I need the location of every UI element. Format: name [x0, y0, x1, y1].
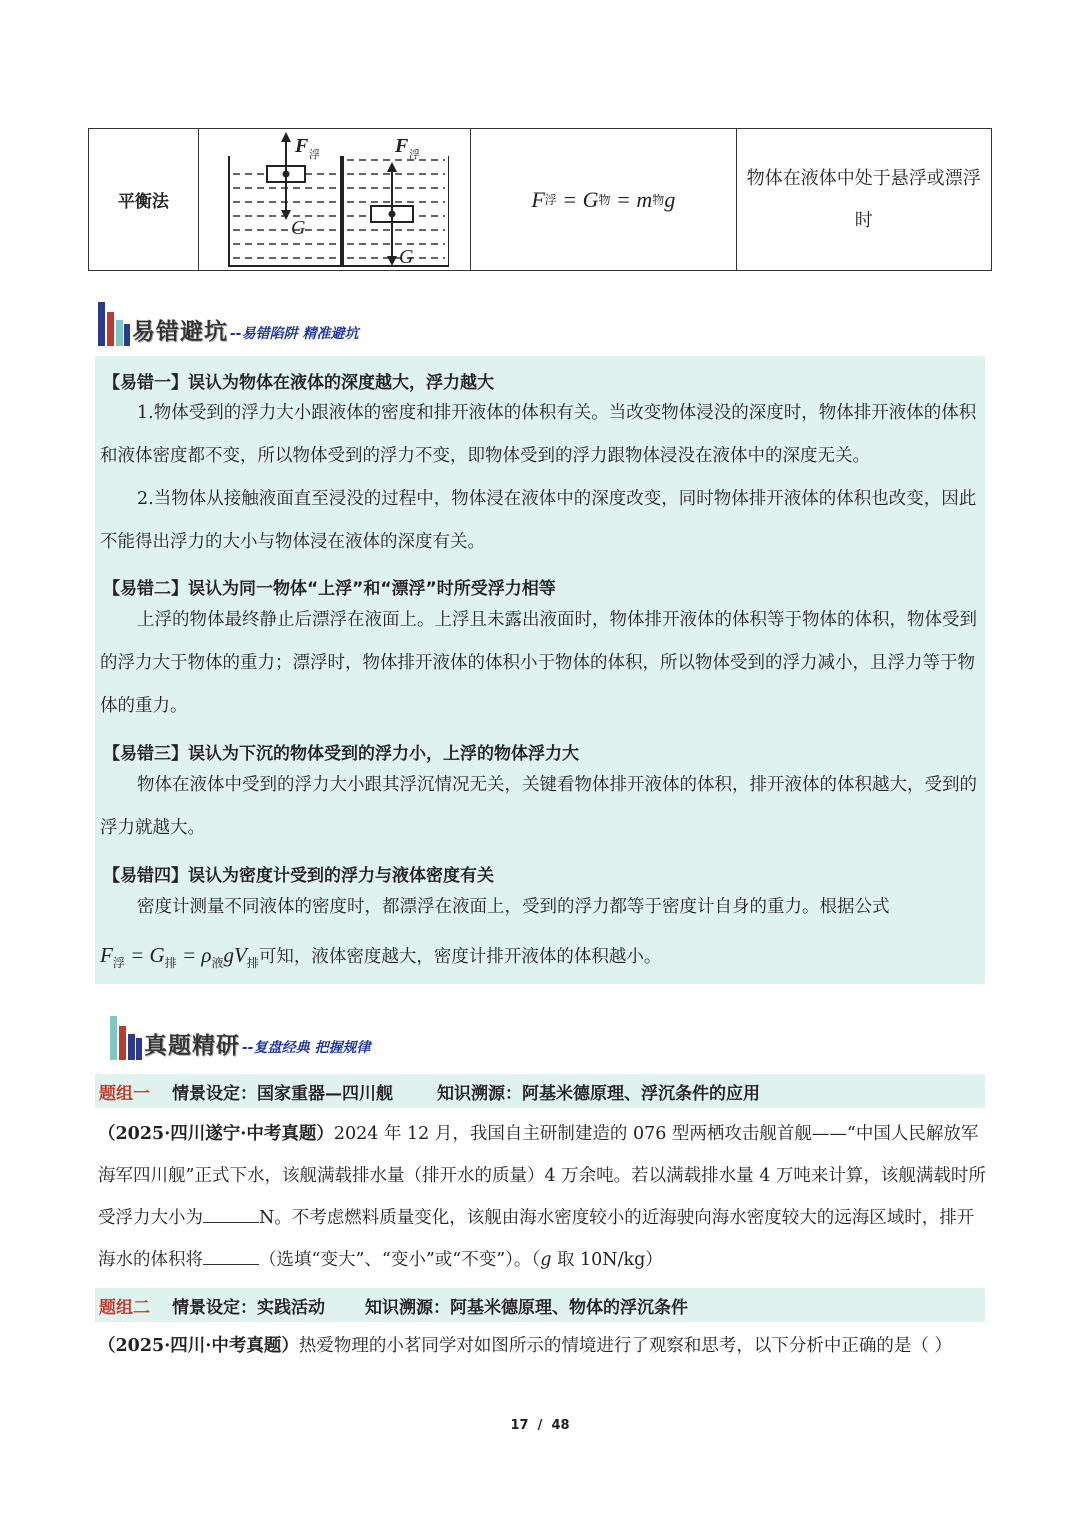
section-subtitle: --复盘经典 把握规律	[242, 1040, 371, 1056]
group-knowledge: 知识溯源：阿基米德原理、物体的浮沉条件	[365, 1297, 688, 1318]
f-label-left: F	[295, 134, 309, 157]
mistake-heading: 【易错二】误认为同一物体“上浮”和“漂浮”时所受浮力相等	[103, 579, 556, 599]
section-header-exams	[108, 1014, 371, 1060]
f-label-right: F	[395, 134, 409, 157]
mistake-paragraph: 上浮的物体最终静止后漂浮在液面上。上浮且未露出液面时，物体排开液体的体积等于物体的体积，物体受到的浮力大于物体的重力；漂浮时，物体排开液体的体积小于物体的体积，所以物体受到的浮力减小，且浮力等于物体的重力。	[100, 610, 977, 716]
books-icon	[96, 300, 132, 346]
question-text: （2025·四川·中考真题）热爱物理的小茗同学对如图所示的情境进行了观察和思考，以下分析中正确的是（ ）	[98, 1336, 952, 1356]
section-title: 易错避坑	[132, 319, 228, 345]
question-source: （2025·四川·中考真题）	[98, 1336, 299, 1356]
books-icon	[108, 1014, 144, 1060]
question-source: （2025·四川遂宁·中考真题）	[98, 1124, 334, 1144]
answer-blank[interactable]	[203, 1204, 259, 1223]
mistake-heading: 【易错三】误认为下沉的物体受到的浮力小，上浮的物体浮力大	[103, 744, 579, 764]
svg-text:浮: 浮	[409, 147, 421, 161]
formula-line: $F_浮 = G_排 = \rho_液gV_排$可知，液体密度越大，密度计排开液体的体积越小。	[100, 943, 662, 971]
method-table	[88, 128, 992, 271]
mistake-paragraph: 密度计测量不同液体的密度时，都漂浮在液面上，受到的浮力都等于密度计自身的重力。根据公式	[137, 897, 890, 917]
buoyancy-diagram	[219, 130, 449, 270]
g-label-left: G	[291, 216, 306, 239]
svg-text:浮: 浮	[309, 147, 321, 161]
diagram-cell	[199, 129, 471, 270]
group-scene: 情景设定：实践活动	[172, 1297, 325, 1318]
section-title: 真题精研	[144, 1033, 240, 1059]
question-group-bar	[95, 1074, 985, 1108]
page-number: 17 / 48	[510, 1418, 570, 1433]
formula-cell: F 浮 = G 物 = m 物 g	[471, 129, 736, 270]
answer-blank[interactable]	[203, 1246, 259, 1265]
question-text: （2025·四川遂宁·中考真题）2024 年 12 月，我国自主研制建造的 076 型两栖攻击舰首舰——“中国人民解放军海军四川舰”正式下水，该舰满载排水量（排开水的质量）4 万余吨。若以满载排水量 4 万吨来计算，该舰满载时所受浮力大小为 N。不考虑燃料质量变化，该舰由海水密度较小的近海驶向海水密度较大的远海区域时，排开海水的体积将 （选填“变大”、“变小”或“不变”）。（g 取 10N/kg）	[98, 1124, 986, 1270]
section-header-mistakes	[96, 300, 359, 346]
g-label-right: G	[399, 245, 414, 268]
group-knowledge: 知识溯源：阿基米德原理、浮沉条件的应用	[437, 1083, 760, 1104]
group-scene: 情景设定：国家重器—四川舰	[172, 1083, 393, 1104]
question-group-bar	[95, 1288, 985, 1322]
method-name: 平衡法	[89, 129, 199, 270]
density-formula: $F_浮 = G_排 = \rho_液gV_排$	[100, 943, 259, 971]
mistake-paragraph: 2.当物体从接触液面直至浸没的过程中，物体浸在液体中的深度改变，同时物体排开液体的体积也改变，因此不能得出浮力的大小与物体浸在液体的深度有关。	[100, 489, 977, 552]
mistakes-box	[95, 356, 985, 984]
mistake-paragraph: 物体在液体中受到的浮力大小跟其浮沉情况无关，关键看物体排开液体的体积，排开液体的体积越大，受到的浮力就越大。	[100, 775, 977, 838]
group-label: 题组一	[99, 1083, 150, 1104]
section-subtitle: --易错陷阱 精准避坑	[230, 326, 359, 342]
mistake-heading: 【易错四】误认为密度计受到的浮力与液体密度有关	[103, 866, 494, 886]
mistake-paragraph: 1.物体受到的浮力大小跟液体的密度和排开液体的体积有关。当改变物体浸没的深度时，物体排开液体的体积和液体密度都不变，所以物体受到的浮力不变，即物体受到的浮力跟物体浸没在液体中的深度无关。	[100, 403, 977, 466]
mistake-heading: 【易错一】误认为物体在液体的深度越大，浮力越大	[103, 373, 494, 393]
group-label: 题组二	[99, 1297, 150, 1318]
condition-cell: 物体在液体中处于悬浮或漂浮时	[746, 167, 981, 231]
